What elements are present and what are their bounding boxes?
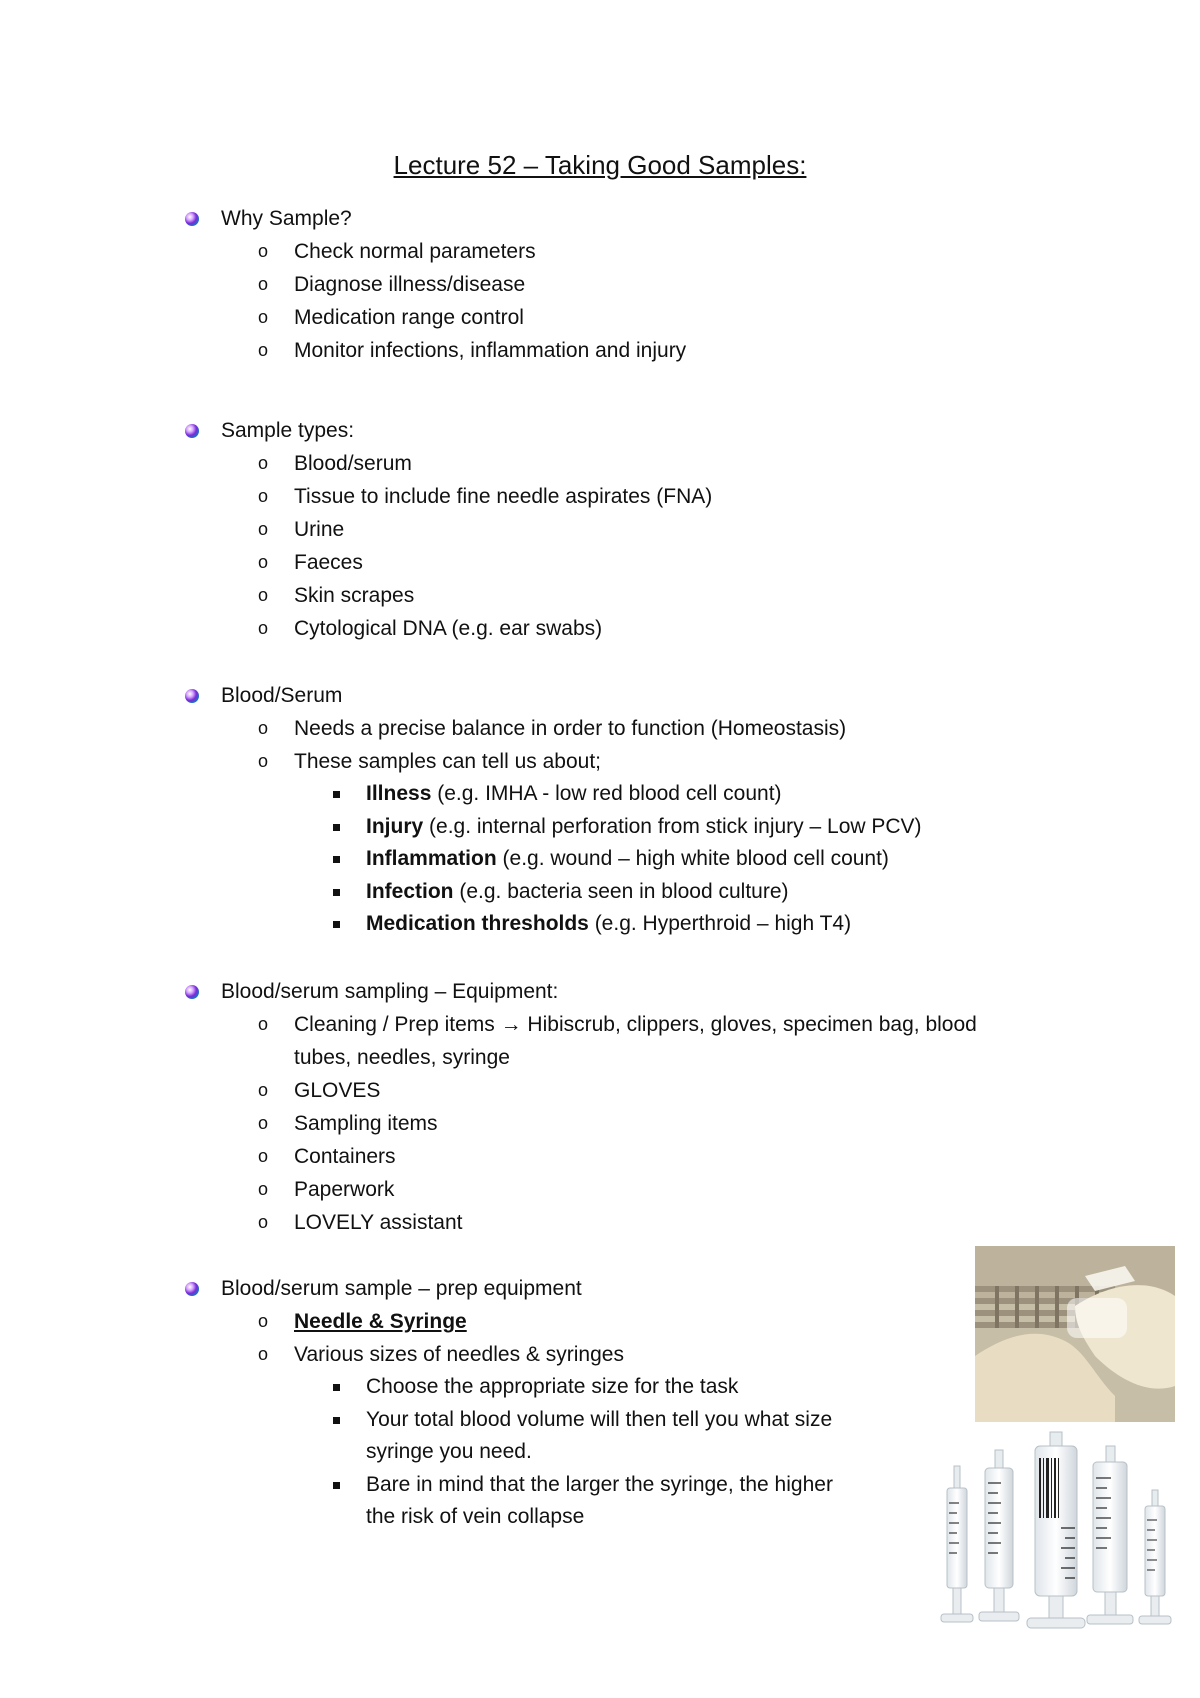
- section-sampling-equipment: [0, 975, 1200, 1239]
- section-heading: Blood/serum sample – prep equipment: [0, 1272, 1200, 1305]
- circle-bullet-icon: o: [258, 1344, 269, 1364]
- circle-bullet-icon: o: [258, 1014, 269, 1034]
- list-item: o Urine: [0, 513, 1200, 546]
- sphere-bullet-icon: [185, 424, 199, 438]
- square-bullet-icon: [333, 1482, 340, 1489]
- sub-list-item: Injury (e.g. internal perforation from stick injury – Low PCV): [0, 811, 1200, 844]
- circle-bullet-icon: o: [258, 1311, 269, 1331]
- list-item: o Monitor infections, inflammation and injury: [0, 334, 1200, 367]
- circle-bullet-icon: o: [258, 751, 269, 771]
- circle-bullet-icon: o: [258, 307, 269, 327]
- square-bullet-icon: [333, 856, 340, 863]
- sub-list-item: Inflammation (e.g. wound – high white blood cell count): [0, 843, 1200, 876]
- circle-bullet-icon: o: [258, 1212, 269, 1232]
- syringes-image: [925, 1428, 1175, 1643]
- circle-bullet-icon: o: [258, 1113, 269, 1133]
- sub-list-item: Bare in mind that the larger the syringe, the higher the risk of vein collapse: [0, 1469, 1200, 1534]
- list-item: o Needle & Syringe: [0, 1305, 1200, 1338]
- list-item: o Cytological DNA (e.g. ear swabs): [0, 612, 1200, 645]
- list-item: o Various sizes of needles & syringes: [0, 1338, 1200, 1371]
- list-item: o Check normal parameters: [0, 235, 1200, 268]
- list-item: o Needs a precise balance in order to function (Homeostasis): [0, 712, 1200, 745]
- circle-bullet-icon: o: [258, 585, 269, 605]
- section-heading: Why Sample?: [0, 202, 1200, 235]
- section-heading: Blood/serum sampling – Equipment:: [0, 975, 1200, 1008]
- list-item: o Medication range control: [0, 301, 1200, 334]
- list-item: o Sampling items: [0, 1107, 1200, 1140]
- list-item: o These samples can tell us about;: [0, 745, 1200, 778]
- list-item: o Faeces: [0, 546, 1200, 579]
- list-item: o GLOVES: [0, 1074, 1200, 1107]
- list-item: o Paperwork: [0, 1173, 1200, 1206]
- gloved-hands-illustration: [975, 1246, 1175, 1422]
- sphere-bullet-icon: [185, 985, 199, 999]
- square-bullet-icon: [333, 1384, 340, 1391]
- circle-bullet-icon: o: [258, 1080, 269, 1100]
- circle-bullet-icon: o: [258, 519, 269, 539]
- sub-list-item: Your total blood volume will then tell you what size syringe you need.: [0, 1404, 1200, 1469]
- circle-bullet-icon: o: [258, 486, 269, 506]
- circle-bullet-icon: o: [258, 1146, 269, 1166]
- list-item: o Diagnose illness/disease: [0, 268, 1200, 301]
- circle-bullet-icon: o: [258, 453, 269, 473]
- section-why-sample: [0, 202, 1200, 367]
- list-item: o Tissue to include fine needle aspirates (FNA): [0, 480, 1200, 513]
- sphere-bullet-icon: [185, 689, 199, 703]
- section-heading: Blood/Serum: [0, 679, 1200, 712]
- list-item: o Skin scrapes: [0, 579, 1200, 612]
- section-sample-types: [0, 414, 1200, 645]
- square-bullet-icon: [333, 1417, 340, 1424]
- sphere-bullet-icon: [185, 1282, 199, 1296]
- sub-list-item: Choose the appropriate size for the task: [0, 1371, 1200, 1404]
- square-bullet-icon: [333, 791, 340, 798]
- gloved-hands-photo: [975, 1246, 1175, 1422]
- square-bullet-icon: [333, 921, 340, 928]
- circle-bullet-icon: o: [258, 274, 269, 294]
- section-heading: Sample types:: [0, 414, 1200, 447]
- sphere-bullet-icon: [185, 212, 199, 226]
- circle-bullet-icon: o: [258, 340, 269, 360]
- circle-bullet-icon: o: [258, 618, 269, 638]
- syringes-illustration: [925, 1428, 1175, 1643]
- sub-list-item: Medication thresholds (e.g. Hyperthroid – high T4): [0, 908, 1200, 941]
- circle-bullet-icon: o: [258, 552, 269, 572]
- list-item: o LOVELY assistant: [0, 1206, 1200, 1239]
- list-item: o Blood/serum: [0, 447, 1200, 480]
- square-bullet-icon: [333, 889, 340, 896]
- list-item: o Containers: [0, 1140, 1200, 1173]
- page-title: Lecture 52 – Taking Good Samples:: [393, 150, 807, 180]
- square-bullet-icon: [333, 824, 340, 831]
- circle-bullet-icon: o: [258, 718, 269, 738]
- circle-bullet-icon: o: [258, 1179, 269, 1199]
- section-blood-serum: [0, 679, 1200, 941]
- sub-list-item: Infection (e.g. bacteria seen in blood culture): [0, 876, 1200, 909]
- list-item: o Cleaning / Prep items → Hibiscrub, clippers, gloves, specimen bag, blood tubes, needles, syringe: [0, 1008, 1200, 1074]
- sub-list-item: Illness (e.g. IMHA - low red blood cell count): [0, 778, 1200, 811]
- circle-bullet-icon: o: [258, 241, 269, 261]
